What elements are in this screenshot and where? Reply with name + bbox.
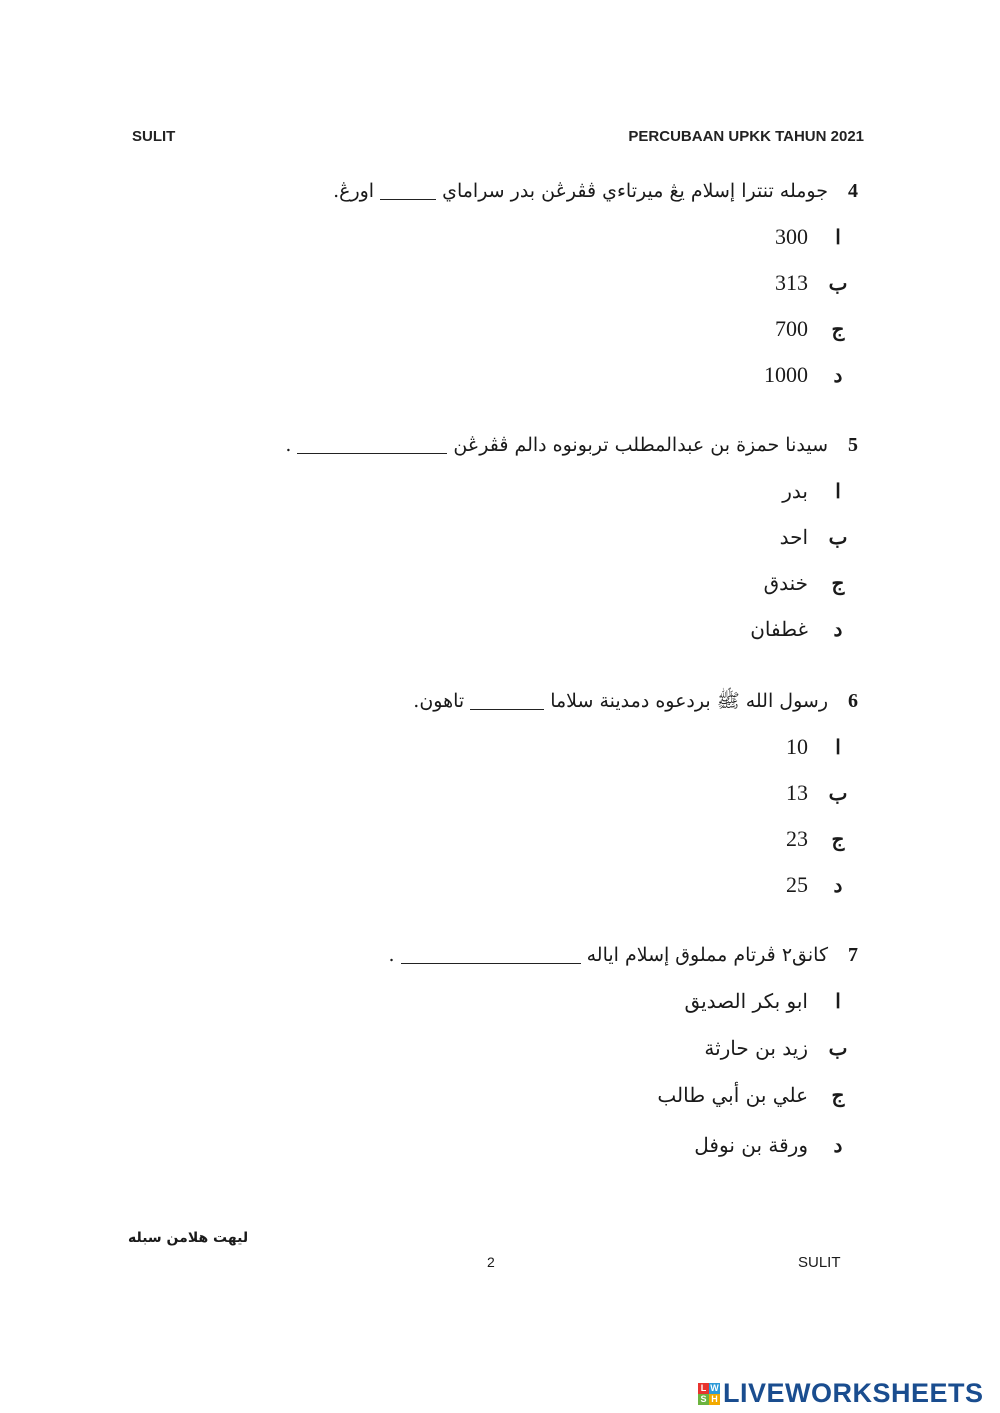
option-7d: [694, 1130, 850, 1160]
option-7b: [704, 1033, 850, 1063]
option-letter: ا: [835, 479, 841, 503]
option-6d: [786, 870, 850, 900]
question-4: [333, 176, 866, 206]
option-letter: ج: [831, 317, 845, 341]
option-letter: ا: [835, 225, 841, 249]
option-value: غطفان: [750, 617, 808, 641]
logo-letter: W: [710, 1382, 719, 1393]
option-value: 10: [786, 734, 808, 759]
option-letter: ب: [828, 781, 848, 805]
option-value: احد: [779, 525, 808, 549]
header-sulit: SULIT: [132, 128, 176, 145]
footer-note: ليهت هلامن سبله: [128, 1230, 249, 1246]
option-5b: [780, 522, 850, 552]
option-6a: [786, 732, 850, 762]
option-7a: [684, 986, 850, 1016]
option-value: 313: [775, 270, 808, 295]
question-text: جومله تنترا إسلام يڠ ميرتاءي ڤڤرڠن بدر سراماي: [442, 180, 828, 202]
question-7: [389, 940, 866, 970]
option-5d: [750, 614, 850, 644]
question-5: [285, 430, 866, 460]
option-4c: [775, 314, 850, 344]
option-value: علي بن أبي طالب: [657, 1083, 808, 1107]
question-text: رسول الله ﷺ بردعوه دمدينة سلاما: [550, 690, 828, 712]
question-number: 4: [848, 180, 858, 202]
liveworksheets-brand: [698, 1378, 984, 1409]
liveworksheets-logo-icon: [698, 1383, 720, 1405]
question-6: [413, 686, 866, 716]
option-5a: [782, 476, 850, 506]
option-letter: ا: [835, 735, 841, 759]
logo-letter: H: [709, 1394, 720, 1405]
question-text-end: تاهون.: [413, 690, 465, 712]
option-value: 300: [775, 224, 808, 249]
answer-blank: [297, 439, 447, 454]
option-letter: ا: [835, 989, 841, 1013]
option-value: بدر: [782, 479, 808, 503]
answer-blank: [401, 949, 581, 964]
page-number: 2: [487, 1254, 495, 1270]
option-letter: ب: [828, 1036, 848, 1060]
option-4d: [764, 360, 850, 390]
option-value: 23: [786, 826, 808, 851]
option-letter: ب: [828, 271, 848, 295]
option-4b: [775, 268, 850, 298]
question-text-end: .: [285, 434, 292, 456]
option-6b: [786, 778, 850, 808]
liveworksheets-wordmark: LIVEWORKSHEETS: [723, 1378, 984, 1408]
option-letter: ج: [831, 827, 845, 851]
footer-sulit: SULIT: [798, 1254, 841, 1271]
question-number: 5: [848, 434, 858, 456]
logo-letter: S: [698, 1394, 709, 1405]
question-text-end: .: [388, 944, 395, 966]
option-value: ورقة بن نوفل: [694, 1133, 808, 1157]
question-text: سيدنا حمزة بن عبدالمطلب تربونوه دالم ڤڤرڠن: [453, 434, 828, 456]
option-4a: [775, 222, 850, 252]
answer-blank: [380, 185, 436, 200]
question-number: 6: [848, 690, 858, 712]
option-letter: د: [833, 1133, 843, 1157]
option-letter: د: [833, 363, 843, 387]
logo-letter: L: [698, 1383, 709, 1394]
option-value: 25: [786, 872, 808, 897]
option-letter: د: [833, 873, 843, 897]
option-value: خندق: [763, 571, 808, 595]
option-letter: د: [833, 617, 843, 641]
option-value: 700: [775, 316, 808, 341]
option-value: ابو بكر الصديق: [684, 989, 808, 1013]
option-letter: ج: [831, 571, 845, 595]
option-6c: [786, 824, 850, 854]
option-letter: ب: [828, 525, 848, 549]
question-text-end: اورڠ.: [333, 180, 375, 202]
option-5c: [764, 568, 850, 598]
option-value: 1000: [764, 362, 808, 387]
option-letter: ج: [831, 1083, 845, 1107]
option-value: 13: [786, 780, 808, 805]
option-value: زيد بن حارثة: [704, 1036, 808, 1060]
question-number: 7: [848, 944, 858, 966]
question-text: كانق٢ ڤرتام مملوق إسلام اياله: [586, 944, 828, 966]
answer-blank: [470, 695, 544, 710]
header-exam-title: PERCUBAAN UPKK TAHUN 2021: [628, 128, 864, 145]
option-7c: [657, 1080, 850, 1110]
